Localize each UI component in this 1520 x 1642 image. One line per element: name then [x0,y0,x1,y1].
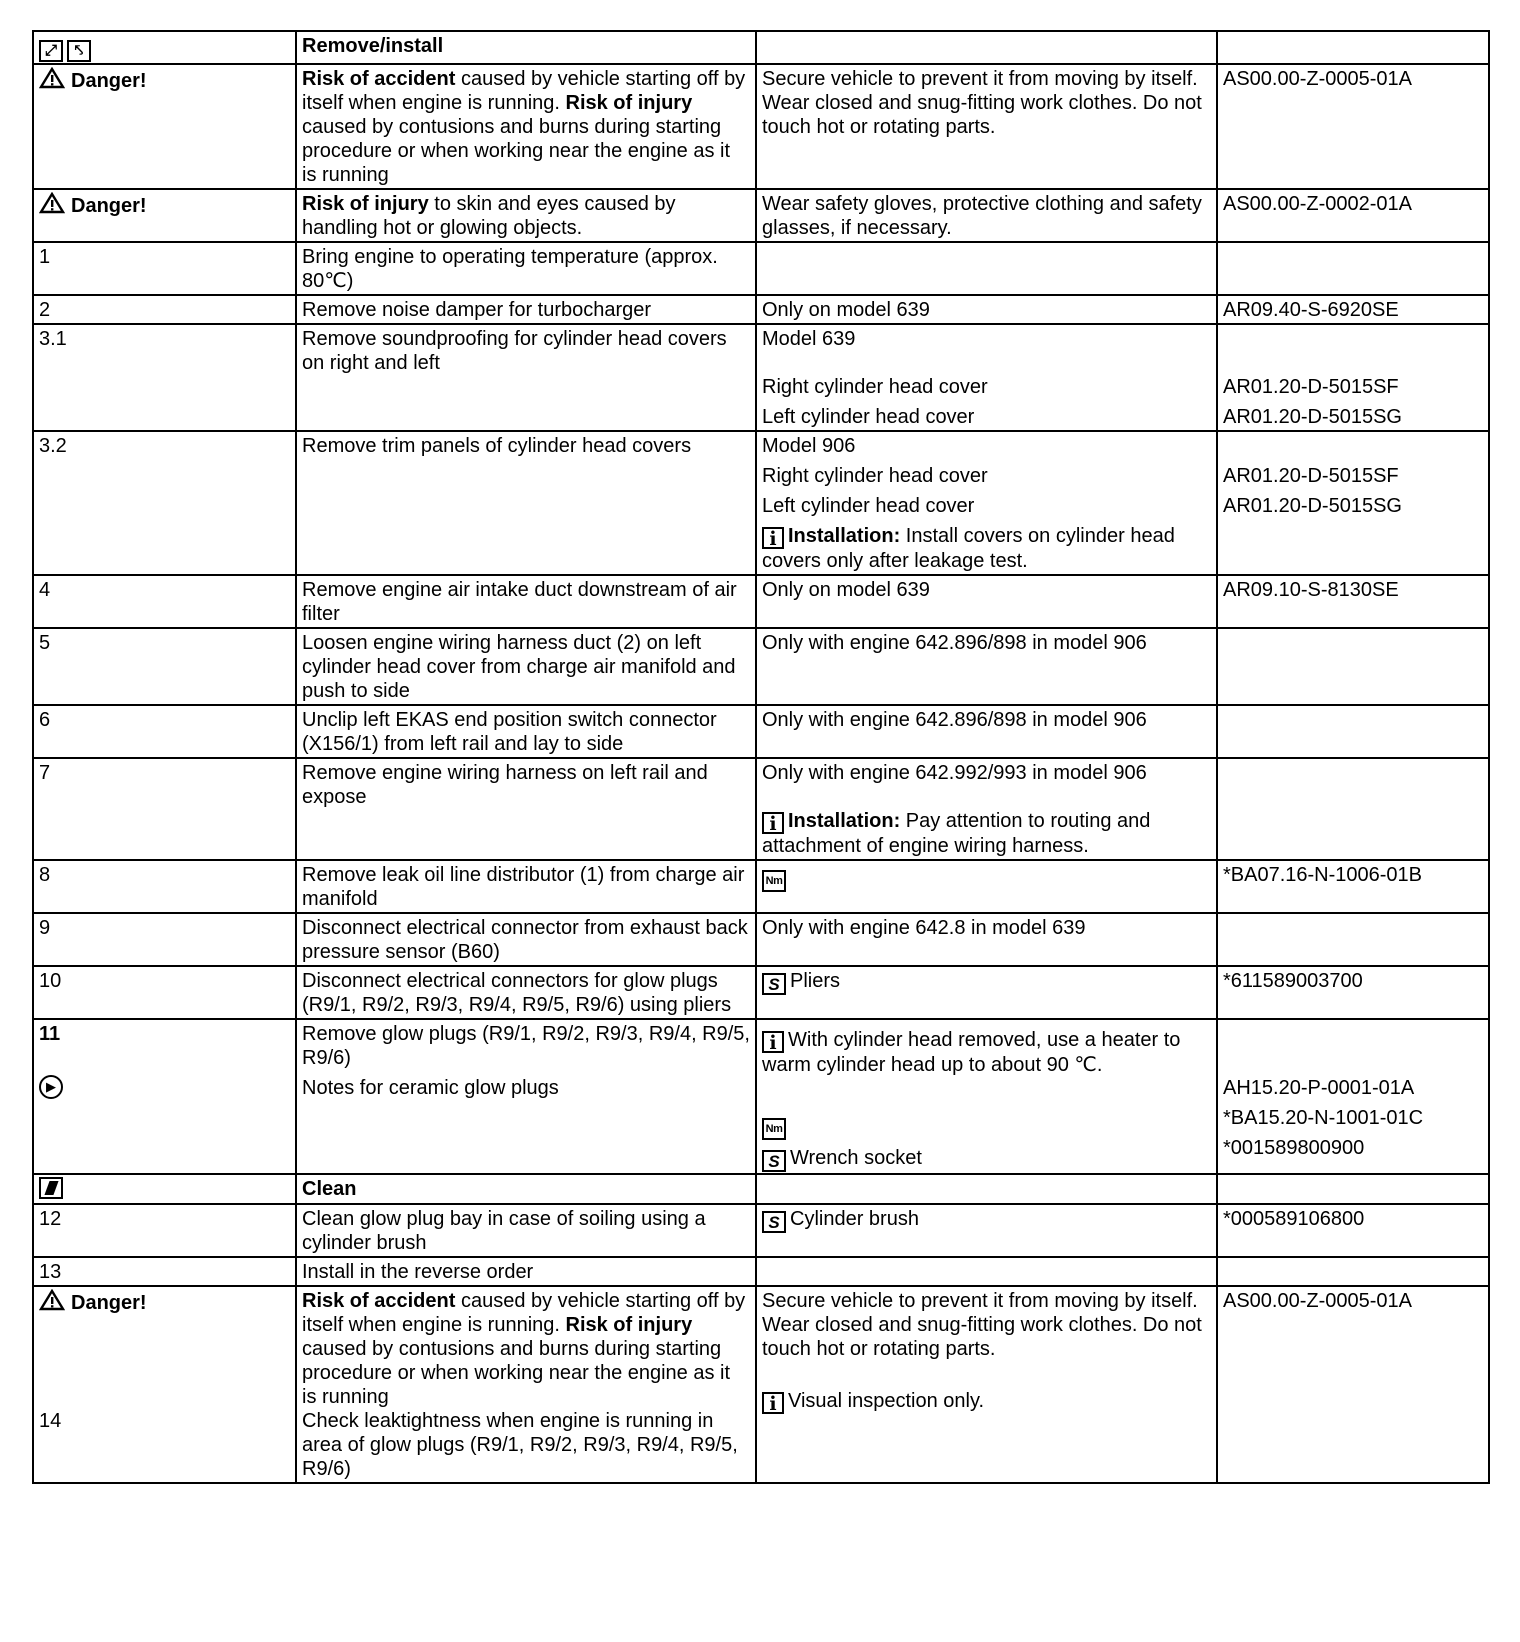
step-ref[interactable]: *000589106800 [1217,1204,1489,1257]
step-text: Install in the reverse order [296,1257,756,1286]
tool-name: Wrench socket [790,1147,922,1169]
torque-nm-icon[interactable]: Nm [762,870,786,892]
spacer [762,1077,1211,1101]
info-note [762,1028,1211,1077]
spacer [762,351,1211,375]
step-text: Remove trim panels of cylinder head covers [296,431,756,575]
step-note: Only on model 639 [756,575,1217,628]
info-icon: i [762,1392,784,1414]
step-row-13 [33,1257,1489,1286]
special-tool-icon[interactable]: S [762,973,786,995]
step-row-6 [33,705,1489,758]
danger-note: Wear closed and snug-fitting work clothes. Do not touch hot or rotating parts. [762,1314,1202,1360]
note-circle-icon[interactable]: ▶ [39,1075,63,1099]
step-number: 2 [33,295,296,324]
installation-text: Pay attention to routing and attachment of engine wiring harness. [762,810,1151,857]
step-text: Remove glow plugs (R9/1, R9/2, R9/3, R9/4, R9/5, R9/6) [302,1023,750,1069]
step-model: Model 639 [762,328,856,350]
danger-label: Danger! [71,70,147,92]
spacer [39,1363,290,1387]
note-icon-wrap [39,1070,290,1099]
step-text: Remove leak oil line distributor (1) from charge air manifold [296,860,756,913]
step-note: Only with engine 642.992/993 in model 906 [762,762,1147,784]
danger-ref[interactable]: AS00.00-Z-0002-01A [1217,189,1489,242]
danger-text-wrap [302,1289,750,1409]
spacer [39,1046,290,1070]
step-number: 8 [33,860,296,913]
step-number: 5 [33,628,296,705]
spacer [1223,327,1483,351]
step-number: 7 [33,758,296,860]
danger-row-final [33,1286,1489,1483]
step-row-1 [33,242,1489,295]
danger-note: Secure vehicle to prevent it from moving by itself. [762,1290,1198,1312]
danger-text: to skin and eyes caused by handling hot or glowing objects. [302,193,676,239]
spacer [762,1361,1211,1385]
step-subtext: Notes for ceramic glow plugs [302,1077,559,1099]
step-row-4 [33,575,1489,628]
clean-title: Clean [296,1174,756,1204]
step-ref[interactable]: *611589003700 [1217,966,1489,1019]
step-number: 1 [33,242,296,295]
step-row-7 [33,758,1489,860]
step-ref[interactable]: AR09.40-S-6920SE [1217,295,1489,324]
step-text: Disconnect electrical connector from exhaust back pressure sensor (B60) [296,913,756,966]
installation-label: Installation: [788,525,901,547]
danger-ref[interactable]: AS00.00-Z-0005-01A [1217,1286,1489,1483]
spacer [39,1315,290,1339]
danger-note: Wear closed and snug-fitting work clothes. Do not touch hot or rotating parts. [762,92,1202,138]
step-row-9 [33,913,1489,966]
spacer [762,1101,1211,1111]
spacer [1223,351,1483,375]
step-row-10 [33,966,1489,1019]
step-text: Remove soundproofing for cylinder head covers on right and left [296,324,756,431]
tool-name: Pliers [790,970,841,992]
step-number: 13 [33,1257,296,1286]
warning-triangle-icon [39,67,65,89]
danger-risk-injury: Risk of injury [302,193,429,215]
danger-label-wrap [39,195,147,217]
step-ref[interactable]: AR01.20-D-5015SF [1223,376,1399,398]
installation-label: Installation: [788,810,901,832]
step-row-11 [33,1019,1489,1174]
danger-note: Secure vehicle to prevent it from moving by itself. [762,68,1198,90]
step-number: 4 [33,575,296,628]
step-right-cover: Right cylinder head cover [762,376,988,398]
step-note: Only with engine 642.8 in model 639 [756,913,1217,966]
spacer [39,1339,290,1363]
danger-text: caused by contusions and burns during starting procedure or when working near the engine as it is running [302,1338,731,1408]
step-text: Remove engine air intake duct downstream of air filter [296,575,756,628]
spacer [762,785,1211,809]
step-left-cover: Left cylinder head cover [762,406,975,428]
step-row-8 [33,860,1489,913]
info-icon: i [762,812,784,834]
procedure-document [32,30,1488,1484]
danger-row [33,189,1489,242]
step-ref[interactable]: AR09.10-S-8130SE [1217,575,1489,628]
step-number: 6 [33,705,296,758]
step-number: 12 [33,1204,296,1257]
installation-note [762,809,1211,858]
step-text: Remove noise damper for turbocharger [296,295,756,324]
step-number: 3.1 [33,324,296,431]
procedure-table [32,30,1490,1484]
danger-label-wrap [39,70,147,92]
special-tool-icon[interactable]: S [762,1150,786,1172]
step-ref[interactable]: *BA07.16-N-1006-01B [1217,860,1489,913]
info-icon: i [762,527,784,549]
step-row-3-1 [33,324,1489,431]
info-note [762,1389,1211,1414]
danger-label-wrap [39,1289,290,1315]
step-note: Only with engine 642.896/898 in model 906 [756,628,1217,705]
step-right-cover: Right cylinder head cover [762,465,988,487]
step-row-3-2 [33,431,1489,575]
header-row [33,31,1489,64]
spacer [1223,1046,1483,1070]
tool-name: Cylinder brush [790,1208,919,1230]
info-text: Visual inspection only. [788,1390,985,1412]
special-tool-icon[interactable]: S [762,1211,786,1233]
step-number: 11 [39,1023,61,1045]
install-icon: ⤣ [67,40,91,62]
header-title: Remove/install [296,31,756,64]
step-row-2 [33,295,1489,324]
step-note: Only with engine 642.896/898 in model 906 [756,705,1217,758]
installation-note [762,524,1211,573]
step-ref[interactable]: AH15.20-P-0001-01A [1223,1077,1415,1099]
remove-icon: ⤢ [39,40,63,62]
step-row-5 [33,628,1489,705]
danger-row [33,64,1489,189]
step-text: Disconnect electrical connectors for glow plugs (R9/1, R9/2, R9/3, R9/4, R9/5, R9/6) using pliers [296,966,756,1019]
step-text: (X156/1) from left rail and lay to side [302,733,624,755]
step-ref[interactable]: AR01.20-D-5015SG [1223,495,1402,517]
step-model: Model 906 [762,435,856,457]
spacer [1223,1022,1483,1046]
danger-risk-injury: Risk of injury [565,92,693,114]
step-note: Only on model 639 [756,295,1217,324]
danger-text: caused by vehicle starting off by itself when engine is running. [302,1290,746,1336]
danger-risk-injury: Risk of injury [565,1314,693,1336]
danger-risk-accident: Risk of accident [302,68,456,90]
step-ref[interactable]: *001589800900 [1223,1137,1365,1159]
clean-icon [39,1177,63,1199]
step-text: Clean glow plug bay in case of soiling using a cylinder brush [296,1204,756,1257]
danger-text: caused by contusions and burns during starting procedure or when working near the engine as it is running [302,116,731,186]
danger-risk-accident: Risk of accident [302,1290,456,1312]
info-text: With cylinder head removed, use a heater to warm cylinder head up to about 90 ℃. [762,1029,1181,1076]
step-ref[interactable]: AR01.20-D-5015SF [1223,465,1399,487]
step-number: 14 [39,1410,62,1432]
step-ref[interactable]: *BA15.20-N-1001-01C [1223,1107,1424,1129]
torque-wrap [762,1111,1211,1140]
step-text: Unclip left EKAS end position switch connector [302,709,717,731]
danger-note: Wear safety gloves, protective clothing and safety glasses, if necessary. [756,189,1217,242]
step-text: Remove engine wiring harness on left rail and expose [296,758,756,860]
installation-text: Install covers on cylinder head covers only after leakage test. [762,525,1175,572]
step-text: Bring engine to operating temperature (approx. 80℃) [296,242,756,295]
step-text: Check leaktightness when engine is running in area of glow plugs (R9/1, R9/2, R9/3, R9/4, R9/5, R9/6) [302,1410,738,1480]
warning-triangle-icon [39,192,65,214]
danger-label: Danger! [71,195,147,217]
warning-triangle-icon [39,1289,65,1311]
clean-row [33,1174,1489,1204]
tool-wrap [762,1146,1211,1172]
step-ref[interactable]: AR01.20-D-5015SG [1223,406,1402,428]
step-number: 3.2 [33,431,296,575]
step-row-12 [33,1204,1489,1257]
danger-label: Danger! [71,1292,147,1314]
danger-ref[interactable]: AS00.00-Z-0005-01A [1217,64,1489,189]
step-number: 9 [33,913,296,966]
danger-text: caused by vehicle starting off by itself when engine is running. [302,68,746,114]
torque-nm-icon[interactable]: Nm [762,1118,786,1140]
spacer [1223,434,1483,458]
step-number: 10 [33,966,296,1019]
info-icon: i [762,1031,784,1053]
step-left-cover: Left cylinder head cover [762,495,975,517]
step-text: Loosen engine wiring harness duct (2) on left cylinder head cover from charge air manifold and push to side [296,628,756,705]
